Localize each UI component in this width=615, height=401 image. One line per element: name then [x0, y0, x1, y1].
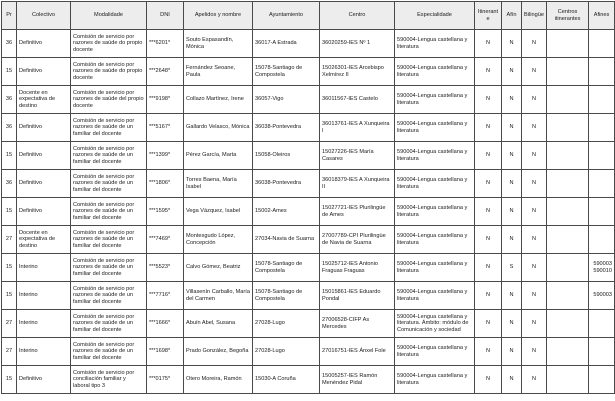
cell-ayuntamiento: 36038-Pontevedra: [253, 114, 320, 142]
column-header-dni: DNI: [147, 2, 184, 30]
cell-bilingue: N: [522, 30, 547, 58]
cell-dni: ***2648*: [147, 58, 184, 86]
table-row: [2, 170, 615, 198]
cell-apelidos: Montesgudo López, Concepción: [184, 226, 253, 254]
cell-especialidade: 590004-Lengua castellana y literatura: [395, 254, 475, 282]
cell-ayuntamiento: 27028-Lugo: [253, 338, 320, 366]
cell-centro: 15015861-IES Eduardo Pondal: [320, 282, 395, 310]
cell-ayuntamiento: 15030-A Coruña: [253, 366, 320, 394]
cell-colectivo: Definitivo: [17, 170, 71, 198]
cell-centro: 27016751-IES Ánxel Fole: [320, 338, 395, 366]
cell-dni: ***5167*: [147, 114, 184, 142]
cell-dni: ***1595*: [147, 198, 184, 226]
cell-afines: 590003 590010: [589, 254, 615, 282]
column-header-modalidade: Modalidade: [71, 2, 147, 30]
cell-colectivo: Definitivo: [17, 58, 71, 86]
cell-especialidade: 590004-Lengua castellana y literatura: [395, 282, 475, 310]
cell-especialidade: 590004-Lengua castellana y literatura. Ámbito: módulo de Comunicación y sociedad: [395, 310, 475, 338]
cell-dni: ***7469*: [147, 226, 184, 254]
cell-pr: 36: [2, 170, 17, 198]
cell-ayuntamiento: 36038-Pontevedra: [253, 170, 320, 198]
cell-afin: N: [502, 310, 522, 338]
cell-afines: [589, 198, 615, 226]
cell-bilingue: N: [522, 170, 547, 198]
cell-centros-itinerantes: [547, 170, 589, 198]
cell-centro: 15026301-IES Arcebispo Xelmírez II: [320, 58, 395, 86]
cell-pr: 15: [2, 142, 17, 170]
cell-afines: [589, 114, 615, 142]
cell-itinerante: N: [475, 114, 502, 142]
cell-centros-itinerantes: [547, 142, 589, 170]
cell-bilingue: N: [522, 114, 547, 142]
cell-colectivo: Definitivo: [17, 198, 71, 226]
cell-especialidade: 590004-Lengua castellana y literatura: [395, 366, 475, 394]
header-row: [2, 2, 615, 30]
cell-afines: [589, 310, 615, 338]
cell-centros-itinerantes: [547, 366, 589, 394]
cell-itinerante: N: [475, 58, 502, 86]
cell-apelidos: Vega Vázquez, Isabel: [184, 198, 253, 226]
cell-colectivo: Definitivo: [17, 114, 71, 142]
cell-bilingue: N: [522, 338, 547, 366]
cell-colectivo: Interino: [17, 282, 71, 310]
cell-ayuntamiento: 15002-Ames: [253, 198, 320, 226]
cell-pr: 36: [2, 30, 17, 58]
cell-centros-itinerantes: [547, 310, 589, 338]
cell-especialidade: 590004-Lengua castellana y literatura: [395, 58, 475, 86]
cell-modalidade: Comisión de servicio por razones de saúde de un familiar del docente: [71, 254, 147, 282]
cell-modalidade: Comisión de servicio por razones de saúde del propio docente: [71, 86, 147, 114]
cell-apelidos: Collazo Martínez, Irene: [184, 86, 253, 114]
cell-itinerante: N: [475, 282, 502, 310]
cell-centros-itinerantes: [547, 254, 589, 282]
cell-especialidade: 590004-Lengua castellana y literatura: [395, 338, 475, 366]
table-row: [2, 338, 615, 366]
cell-pr: 27: [2, 310, 17, 338]
cell-especialidade: 590004-Lengua castellana y literatura: [395, 198, 475, 226]
cell-modalidade: Comisión de servicio por razones de saúde do propio docente: [71, 30, 147, 58]
cell-itinerante: N: [475, 254, 502, 282]
cell-modalidade: Comisión de servicio por razones de saúde de un familiar del docente: [71, 310, 147, 338]
cell-afines: [589, 226, 615, 254]
cell-ayuntamiento: 27034-Navia de Suarna: [253, 226, 320, 254]
cell-afin: N: [502, 170, 522, 198]
cell-centros-itinerantes: [547, 198, 589, 226]
cell-centro: 27006528-CIFP As Mercedes: [320, 310, 395, 338]
cell-ayuntamiento: 36017-A Estrada: [253, 30, 320, 58]
cell-dni: ***1806*: [147, 170, 184, 198]
column-header-centros-itinerantes: Centros itinerantes: [547, 2, 589, 30]
table-row: [2, 310, 615, 338]
cell-modalidade: Comisión de servicio por razones de saúde de un familiar del docente: [71, 338, 147, 366]
column-header-bilingue: Bilingüe: [522, 2, 547, 30]
cell-bilingue: N: [522, 254, 547, 282]
cell-ayuntamiento: 15078-Santiago de Compostela: [253, 254, 320, 282]
cell-especialidade: 590004-Lengua castellana y literatura: [395, 114, 475, 142]
column-header-pr: Pr: [2, 2, 17, 30]
cell-especialidade: 590004-Lengua castellana y literatura: [395, 226, 475, 254]
column-header-centro: Centro: [320, 2, 395, 30]
cell-apelidos: Villasenín Carballo, María del Carmen: [184, 282, 253, 310]
cell-apelidos: Otero Moreira, Ramón: [184, 366, 253, 394]
cell-pr: 15: [2, 254, 17, 282]
cell-centro: 15005257-IES Ramón Menéndez Pidal: [320, 366, 395, 394]
cell-centros-itinerantes: [547, 58, 589, 86]
cell-colectivo: Docente en expectativa de destino: [17, 226, 71, 254]
cell-modalidade: Comisión de servicio por razones de saúde de un familiar del docente: [71, 170, 147, 198]
cell-afin: N: [502, 30, 522, 58]
cell-centro: 15027721-IES Plurilingüe de Ames: [320, 198, 395, 226]
cell-afin: N: [502, 198, 522, 226]
cell-afin: N: [502, 366, 522, 394]
cell-afines: [589, 58, 615, 86]
column-header-afines: Afines: [589, 2, 615, 30]
cell-bilingue: N: [522, 366, 547, 394]
cell-centros-itinerantes: [547, 86, 589, 114]
cell-ayuntamiento: 15078-Santiago de Compostela: [253, 58, 320, 86]
cell-colectivo: Definitivo: [17, 366, 71, 394]
cell-pr: 15: [2, 282, 17, 310]
cell-pr: 36: [2, 114, 17, 142]
cell-pr: 36: [2, 86, 17, 114]
cell-colectivo: Definitivo: [17, 142, 71, 170]
cell-centro: 36018379-IES A Xunqueira II: [320, 170, 395, 198]
table-row: [2, 198, 615, 226]
table-row: [2, 142, 615, 170]
cell-pr: 27: [2, 338, 17, 366]
cell-ayuntamiento: 15078-Santiago de Compostela: [253, 282, 320, 310]
table-row: [2, 366, 615, 394]
cell-modalidade: Comisión de servicio por razones de saúde de un familiar del docente: [71, 142, 147, 170]
cell-afin: N: [502, 142, 522, 170]
table-row: [2, 282, 615, 310]
cell-ayuntamiento: 36057-Vigo: [253, 86, 320, 114]
cell-apelidos: Fernández Seoane, Paula: [184, 58, 253, 86]
column-header-apelidos: Apelidos y nombre: [184, 2, 253, 30]
cell-bilingue: N: [522, 282, 547, 310]
cell-bilingue: N: [522, 58, 547, 86]
cell-apelidos: Calvo Gómez, Beatriz: [184, 254, 253, 282]
cell-centro: 27007789-CPI Plurilingüe de Navia de Suarna: [320, 226, 395, 254]
cell-afines: 590003: [589, 282, 615, 310]
cell-itinerante: N: [475, 198, 502, 226]
cell-modalidade: Comisión de servicio por razones de saúde do propio docente: [71, 58, 147, 86]
cell-centros-itinerantes: [547, 338, 589, 366]
cell-colectivo: Docente en expectativa de destino: [17, 86, 71, 114]
cell-itinerante: N: [475, 86, 502, 114]
assignments-sheet: [1, 1, 615, 394]
cell-bilingue: N: [522, 86, 547, 114]
cell-centro: 36020259-IES Nº 1: [320, 30, 395, 58]
column-header-colectivo: Colectivo: [17, 2, 71, 30]
cell-afines: [589, 366, 615, 394]
cell-bilingue: N: [522, 226, 547, 254]
cell-afin: N: [502, 338, 522, 366]
cell-itinerante: N: [475, 226, 502, 254]
cell-apelidos: Torres Baena, María Isabel: [184, 170, 253, 198]
cell-bilingue: N: [522, 310, 547, 338]
cell-especialidade: 590004-Lengua castellana y literatura: [395, 86, 475, 114]
cell-centros-itinerantes: [547, 226, 589, 254]
cell-centros-itinerantes: [547, 114, 589, 142]
cell-modalidade: Comisión de servicio por conciliación familiar y laboral tipo 3: [71, 366, 147, 394]
table-row: [2, 86, 615, 114]
assignments-table: [1, 1, 615, 394]
cell-afines: [589, 86, 615, 114]
cell-centro: 36011567-IES Castelo: [320, 86, 395, 114]
cell-dni: ***6201*: [147, 30, 184, 58]
cell-apelidos: Souto Espasandín, Mónica: [184, 30, 253, 58]
cell-afin: N: [502, 86, 522, 114]
cell-dni: ***0175*: [147, 366, 184, 394]
cell-afin: N: [502, 58, 522, 86]
cell-apelidos: Pérez García, Marta: [184, 142, 253, 170]
table-row: [2, 58, 615, 86]
cell-pr: 15: [2, 198, 17, 226]
cell-apelidos: Prado González, Begoña: [184, 338, 253, 366]
cell-centros-itinerantes: [547, 282, 589, 310]
cell-afines: [589, 30, 615, 58]
cell-dni: ***1698*: [147, 338, 184, 366]
cell-pr: 15: [2, 366, 17, 394]
cell-centro: 15027226-IES María Casares: [320, 142, 395, 170]
cell-dni: ***5523*: [147, 254, 184, 282]
cell-colectivo: Interino: [17, 338, 71, 366]
cell-itinerante: N: [475, 310, 502, 338]
table-row: [2, 254, 615, 282]
cell-modalidade: Comisión de servicio por razones de saúde de un familiar del docente: [71, 114, 147, 142]
cell-ayuntamiento: 27028-Lugo: [253, 310, 320, 338]
cell-centro: 15025712-IES Antonio Fraguas Fraguas: [320, 254, 395, 282]
cell-afines: [589, 170, 615, 198]
cell-afin: S: [502, 254, 522, 282]
cell-apelidos: Gallardo Velasco, Mónica: [184, 114, 253, 142]
cell-apelidos: Abuín Abel, Susana: [184, 310, 253, 338]
cell-centros-itinerantes: [547, 30, 589, 58]
cell-bilingue: N: [522, 142, 547, 170]
table-row: [2, 114, 615, 142]
table-row: [2, 226, 615, 254]
cell-pr: 27: [2, 226, 17, 254]
column-header-especialidade: Especialidade: [395, 2, 475, 30]
cell-colectivo: Interino: [17, 254, 71, 282]
cell-modalidade: Comisión de servicio por razones de saúde de un familiar del docente: [71, 226, 147, 254]
cell-itinerante: N: [475, 366, 502, 394]
cell-dni: ***1666*: [147, 310, 184, 338]
cell-modalidade: Comisión de servicio por razones de saúde de un familiar del docente: [71, 198, 147, 226]
cell-especialidade: 590004-Lengua castellana y literatura: [395, 30, 475, 58]
cell-dni: ***1399*: [147, 142, 184, 170]
cell-itinerante: N: [475, 30, 502, 58]
cell-modalidade: Comisión de servicio por razones de saúde de un familiar del docente: [71, 282, 147, 310]
cell-bilingue: N: [522, 198, 547, 226]
table-body: [2, 30, 615, 394]
cell-centro: 36013761-IES A Xunqueira I: [320, 114, 395, 142]
column-header-afin: Afín: [502, 2, 522, 30]
cell-itinerante: N: [475, 142, 502, 170]
cell-especialidade: 590004-Lengua castellana y literatura: [395, 142, 475, 170]
cell-afin: N: [502, 226, 522, 254]
cell-ayuntamiento: 15058-Oleiros: [253, 142, 320, 170]
cell-afines: [589, 338, 615, 366]
cell-dni: ***9198*: [147, 86, 184, 114]
cell-afin: N: [502, 114, 522, 142]
cell-especialidade: 590004-Lengua castellana y literatura: [395, 170, 475, 198]
cell-afines: [589, 142, 615, 170]
cell-dni: ***7716*: [147, 282, 184, 310]
cell-afin: N: [502, 282, 522, 310]
table-row: [2, 30, 615, 58]
cell-pr: 15: [2, 58, 17, 86]
cell-itinerante: N: [475, 338, 502, 366]
cell-colectivo: Definitivo: [17, 30, 71, 58]
column-header-ayuntamiento: Ayuntamiento: [253, 2, 320, 30]
column-header-itinerante: Itinerante: [475, 2, 502, 30]
cell-colectivo: Interino: [17, 310, 71, 338]
cell-itinerante: N: [475, 170, 502, 198]
